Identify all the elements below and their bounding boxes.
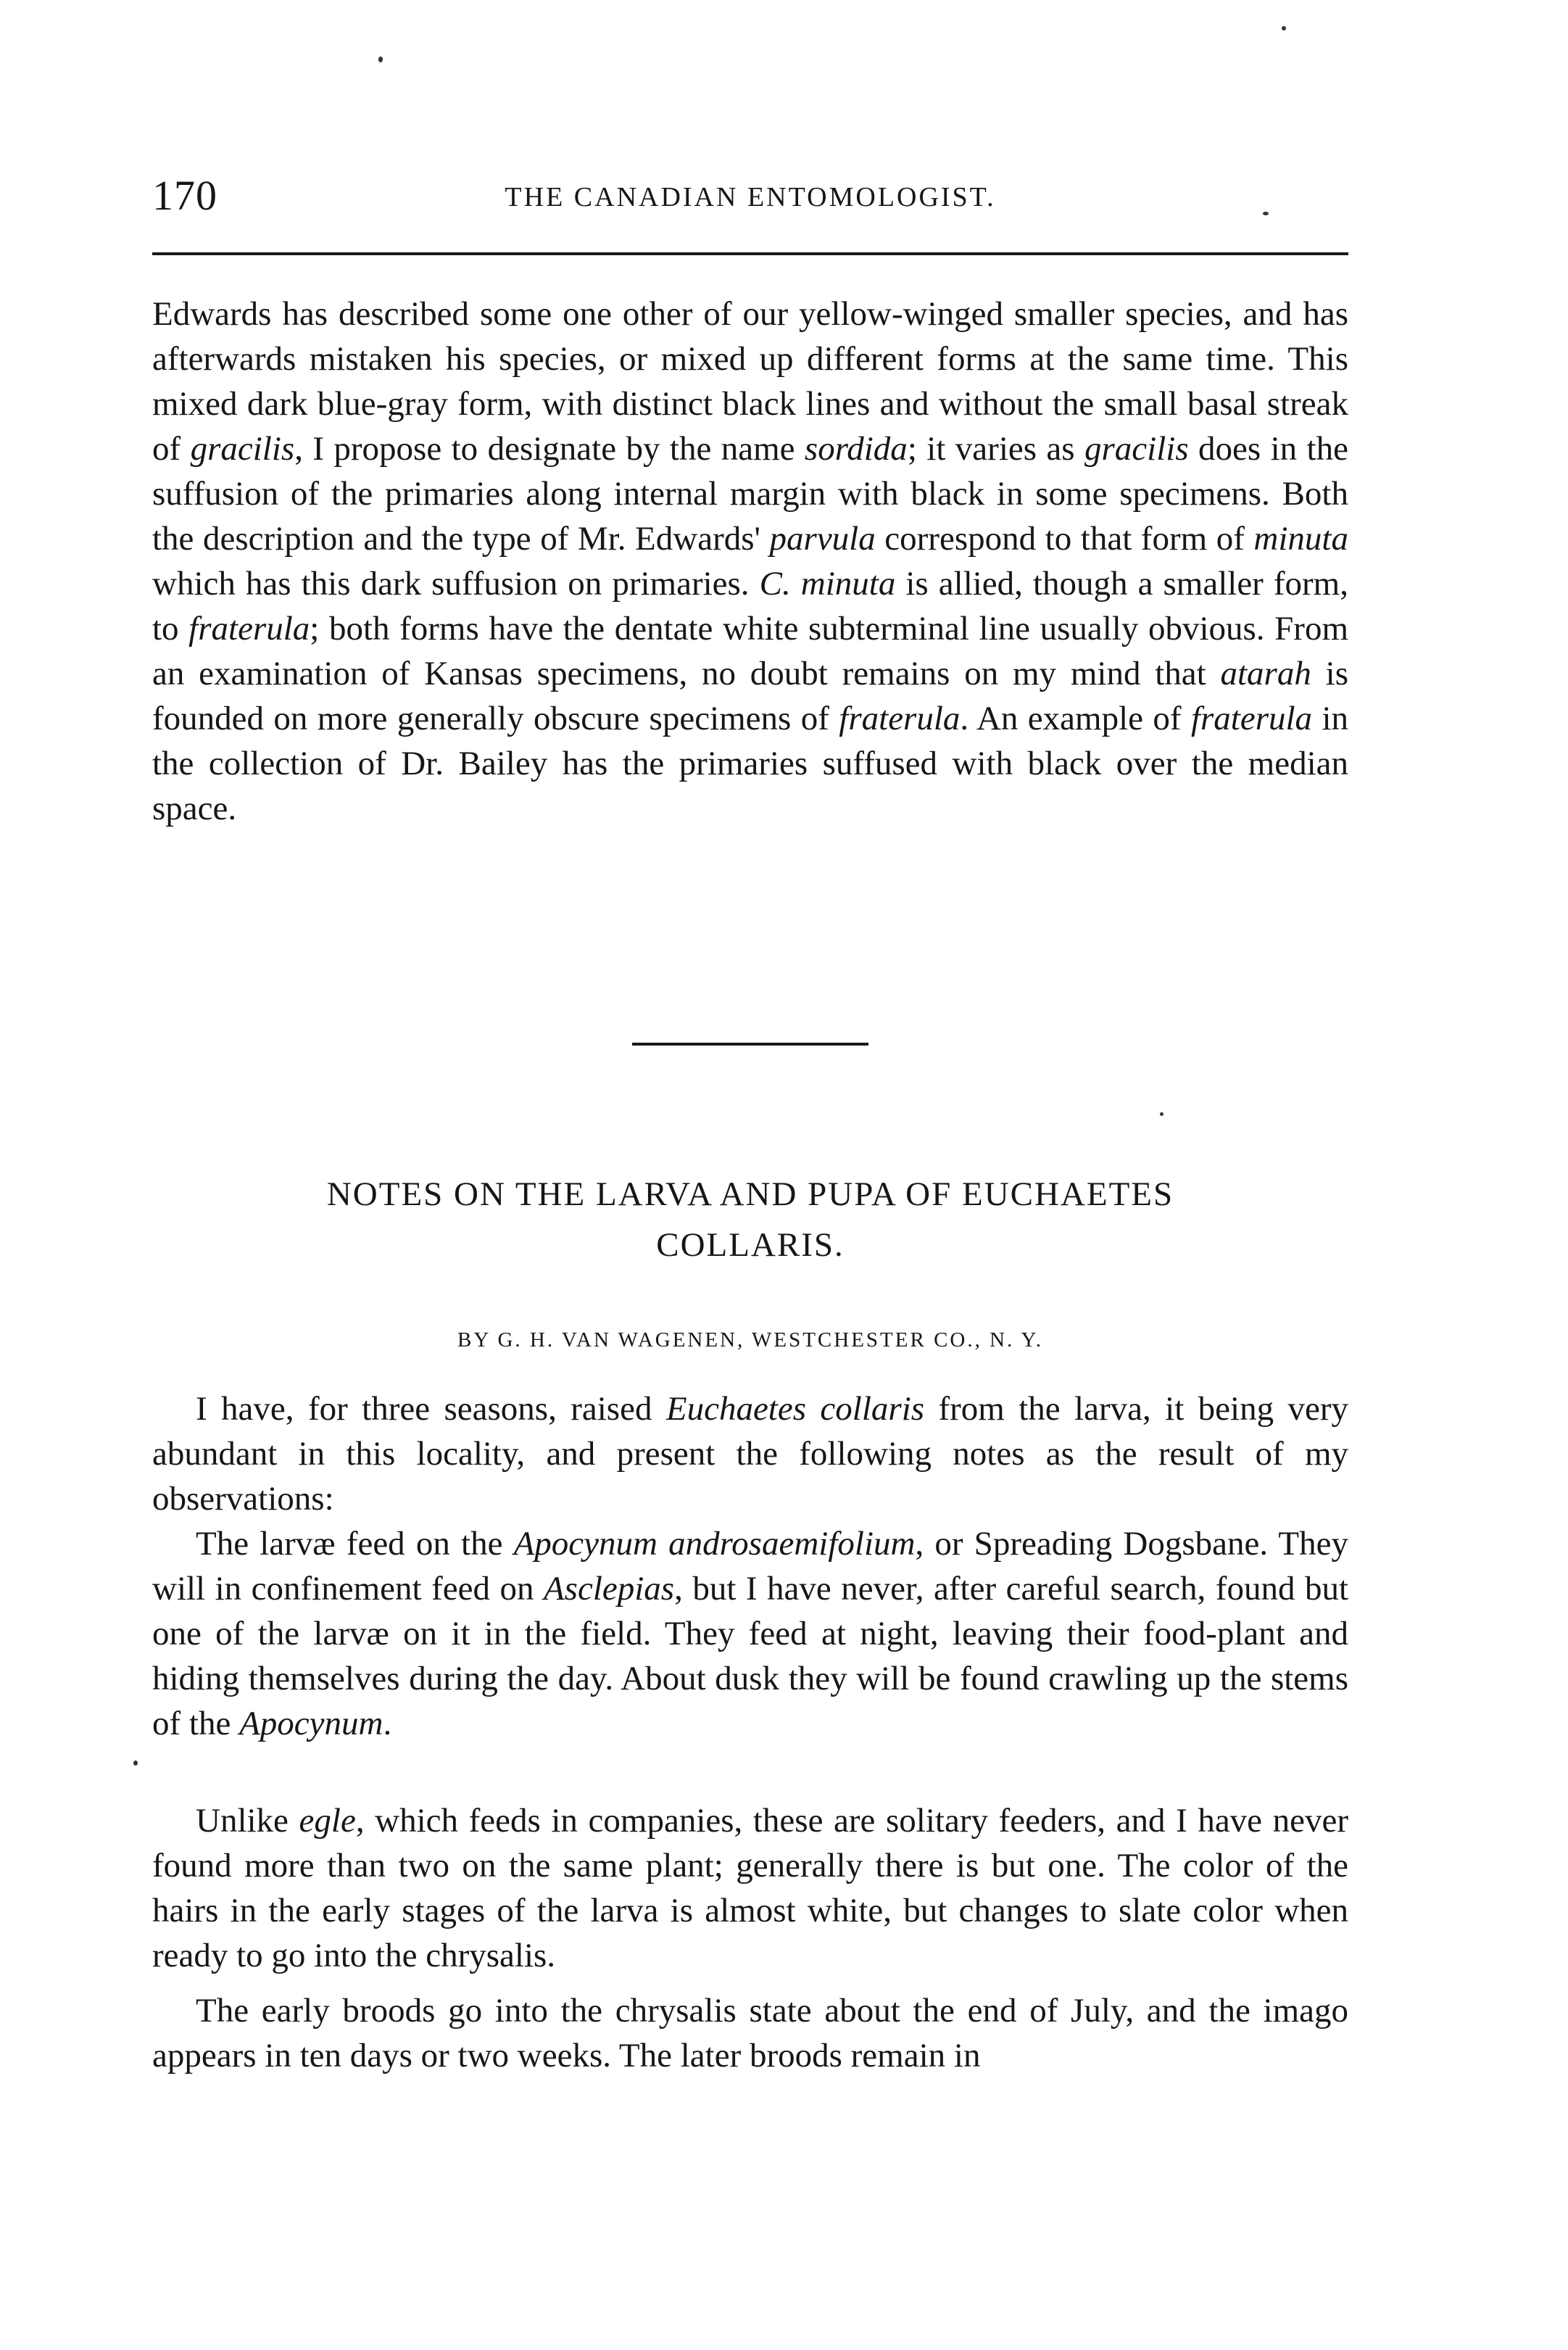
- running-head: THE CANADIAN ENTOMOLOGIST.: [505, 182, 996, 212]
- italic-term: atarah: [1220, 655, 1311, 692]
- paragraph: Unlike egle, which feeds in companies, these are solitary feeders, and I have never found more than two on the same plant; generally there is but one. The color of the hairs in the early stages of the larva is almost white, but changes to slate color when ready to go into the chrysalis.: [152, 1802, 1349, 1974]
- italic-term: Euchaetes collaris: [665, 1390, 925, 1428]
- paragraph: I have, for three seasons, raised Euchaetes collaris from the larva, it being very abundant in this locality, and present the following notes as the result of my observations:: [152, 1390, 1348, 1518]
- italic-term: Apocynum androsaemifolium: [513, 1525, 916, 1563]
- italic-term: fraterula: [188, 610, 310, 648]
- italic-term: Asclepias: [543, 1570, 675, 1608]
- page-header: [152, 171, 1348, 229]
- scan-speck: [133, 1761, 138, 1766]
- paragraph-continues: The early broods go into the chrysalis state about the end of July, and the imago appears in ten days or two weeks. The later broods remain in: [152, 1992, 1348, 2074]
- article-byline: BY G. H. VAN WAGENEN, WESTCHESTER CO., N. Y.: [457, 1328, 1043, 1352]
- italic-term: minuta: [1253, 520, 1348, 558]
- italic-term: gracilis: [190, 430, 295, 468]
- scan-speck: [378, 57, 383, 62]
- paragraph-continued: Edwards has described some one other of our yellow-winged smaller species, and has afterwards mistaken his species, or mixed up different forms at the same time. This mixed dark blue-gray form, with distinct black lines and without the small basal streak of gracilis, I propose to designate by the name sordida; it varies as gracilis does in the suffusion of the primaries along internal margin with black in some specimens. Both the description and the type of Mr. Edwards' parvula correspond to that form of minuta which has this dark suffusion on primaries. C. minuta is allied, though a smaller form, to fraterula; both forms have the dentate white subterminal line usually obvious. From an examination of Kansas specimens, no doubt remains on my mind that atarah is founded on more generally obscure specimens of fraterula. An example of fraterula in the collection of Dr. Bailey has the primaries suffused with black over the median space.: [152, 295, 1349, 827]
- scan-speck: [1160, 1112, 1163, 1116]
- section-divider: [632, 1043, 868, 1046]
- header-rule: [152, 252, 1348, 255]
- page-number: 170: [152, 172, 217, 219]
- italic-term: gracilis: [1084, 430, 1189, 468]
- italic-term: C. minuta: [759, 565, 896, 603]
- article-title: NOTES ON THE LARVA AND PUPA OF EUCHAETES COLLARIS.: [326, 1175, 1174, 1264]
- italic-term: egle: [299, 1802, 356, 1840]
- italic-term: sordida: [804, 430, 908, 468]
- paragraph: The larvæ feed on the Apocynum androsaemifolium, or Spreading Dogsbane. They will in confinement feed on Asclepias, but I have never, after careful search, found but one of the larvæ on it in the field. They feed at night, leaving their food-plant and hiding themselves during the day. About dusk they will be found crawling up the stems of the Apocynum.: [152, 1525, 1349, 1742]
- italic-term: fraterula: [839, 700, 961, 737]
- italic-term: fraterula: [1190, 700, 1313, 737]
- scan-speck: [1263, 212, 1269, 215]
- scan-speck: [1282, 26, 1286, 30]
- italic-term: Apocynum: [239, 1705, 383, 1742]
- italic-term: parvula: [769, 520, 876, 558]
